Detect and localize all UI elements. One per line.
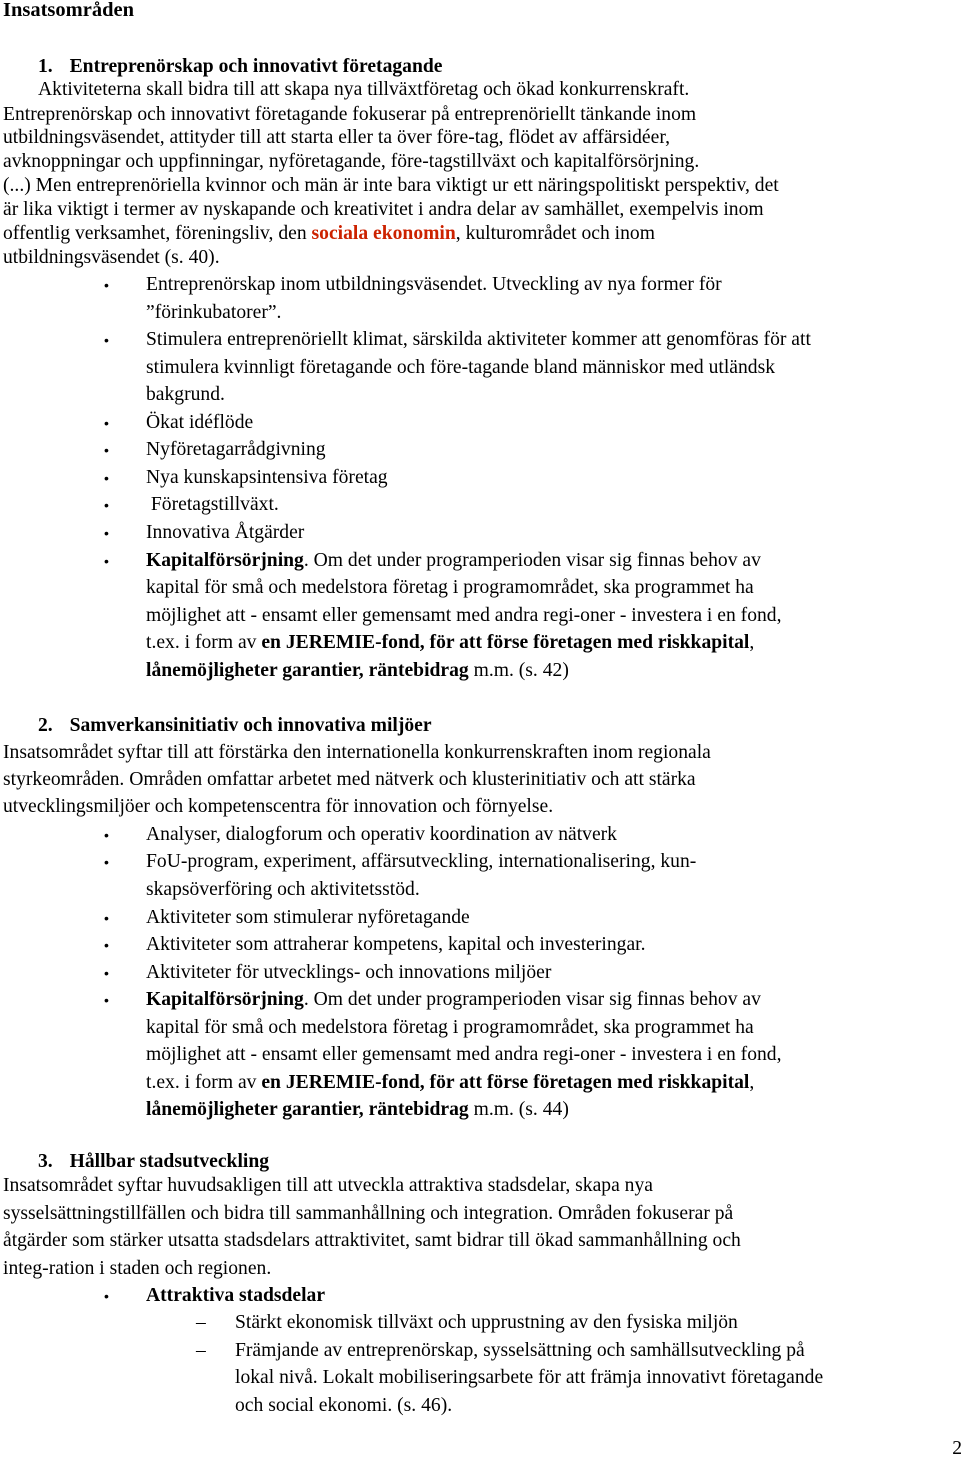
bullet-line: FoU-program, experiment, affärsutveckling, internationalisering, kun- xyxy=(146,851,697,872)
bullet-line: Företagstillväxt. xyxy=(146,494,279,515)
bold-term: Attraktiva stadsdelar xyxy=(146,1285,326,1306)
bullet-line xyxy=(146,1069,754,1097)
dash-line: och social ekonomi. (s. 46). xyxy=(235,1395,453,1416)
paragraph-line: utvecklingsmiljöer och kompetenscentra för innovation och förnyelse. xyxy=(3,796,554,817)
bullet-line: Innovativa Åtgärder xyxy=(146,522,305,543)
dash-line: lokal nivå. Lokalt mobiliseringsarbete för att främja innovativt företagande xyxy=(235,1367,824,1388)
page-title: Insatsområden xyxy=(3,0,134,21)
bullet-line: kapital för små och medelstora företag i programområdet, ska programmet ha xyxy=(146,577,754,598)
section-title: Samverkansinitiativ och innovativa miljöer xyxy=(69,715,432,736)
section-2-heading xyxy=(38,712,432,740)
paragraph-line: sysselsättningstillfällen och bidra till sammanhållning och integration. Områden fokuserar på xyxy=(3,1203,734,1224)
bullet-icon: • xyxy=(104,827,109,843)
paragraph-line: utbildningsväsendet (s. 40). xyxy=(3,247,220,268)
bullet-line: bakgrund. xyxy=(146,384,225,405)
bullet-line: ”förinkubatorer”. xyxy=(146,302,282,323)
bullet-line: Ökat idéflöde xyxy=(146,412,254,433)
bullet-icon: • xyxy=(104,415,109,431)
text-fragment: offentlig verksamhet, föreningsliv, den xyxy=(3,223,312,244)
text-fragment: m.m. (s. 42) xyxy=(468,660,569,681)
bullet-line xyxy=(146,1282,325,1310)
text-fragment: . Om det under programperioden visar sig finnas behov av xyxy=(303,550,761,571)
bold-term: lånemöjligheter garantier, räntebidrag xyxy=(146,1099,469,1120)
bullet-icon: • xyxy=(104,497,109,513)
bullet-icon: • xyxy=(104,525,109,541)
bullet-line: Entreprenörskap inom utbildningsväsendet. Utveckling av nya former för xyxy=(146,274,722,295)
section-title: Hållbar stadsutveckling xyxy=(69,1151,270,1172)
section-number: 3. xyxy=(38,1151,53,1172)
bold-term: Kapitalförsörjning xyxy=(146,550,304,571)
bullet-icon: • xyxy=(104,1288,109,1304)
bullet-icon: • xyxy=(104,992,109,1008)
bullet-line xyxy=(146,1096,569,1124)
text-fragment: , kulturområdet och inom xyxy=(455,223,655,244)
bold-term: en JEREMIE-fond, för att förse företagen med riskkapital xyxy=(261,632,750,653)
bullet-line: Aktiviteter som stimulerar nyföretagande xyxy=(146,907,470,928)
text-fragment: t.ex. i form av xyxy=(146,632,262,653)
paragraph-line: styrkeområden. Områden omfattar arbetet med nätverk och klusterinitiativ och att stärka xyxy=(3,769,696,790)
bullet-line: skapsöverföring och aktivitetsstöd. xyxy=(146,879,420,900)
paragraph-line: Entreprenörskap och innovativt företagande fokuserar på entreprenöriellt tänkande inom xyxy=(3,104,697,125)
bullet-line: Aktiviteter för utvecklings- och innovations miljöer xyxy=(146,962,552,983)
bold-term: lånemöjligheter garantier, räntebidrag xyxy=(146,660,469,681)
bullet-line xyxy=(146,657,569,685)
bullet-line xyxy=(146,986,761,1014)
bullet-line: kapital för små och medelstora företag i programområdet, ska programmet ha xyxy=(146,1017,754,1038)
bullet-line: möjlighet att - ensamt eller gemensamt med andra regi-oner - investera i en fond, xyxy=(146,1044,782,1065)
bullet-icon: • xyxy=(104,965,109,981)
section-title: Entreprenörskap och innovativt företagande xyxy=(69,56,443,77)
highlight-term: sociala ekonomin xyxy=(311,223,456,244)
dash-line: Stärkt ekonomisk tillväxt och upprustning av den fysiska miljön xyxy=(235,1312,738,1333)
bullet-line: Analyser, dialogforum och operativ koordination av nätverk xyxy=(146,824,617,845)
bullet-line: Nyföretagarrådgivning xyxy=(146,439,326,460)
paragraph-line: är lika viktigt i termer av nyskapande och kreativitet i andra delar av samhället, exempelvis inom xyxy=(3,199,764,220)
paragraph-line: åtgärder som stärker utsatta stadsdelars attraktivitet, samt bidrar till ökad sammanhållning och xyxy=(3,1230,741,1251)
text-fragment: t.ex. i form av xyxy=(146,1072,262,1093)
dash-icon: – xyxy=(196,1340,206,1361)
bullet-line: Aktiviteter som attraherar kompetens, kapital och investeringar. xyxy=(146,934,646,955)
bullet-icon: • xyxy=(104,553,109,569)
bullet-icon: • xyxy=(104,442,109,458)
bullet-icon: • xyxy=(104,854,109,870)
text-fragment: . Om det under programperioden visar sig finnas behov av xyxy=(303,989,761,1010)
paragraph-line: utbildningsväsendet, attityder till att starta eller ta över före-tag, flödet av affärsidéer, xyxy=(3,127,670,148)
bullet-line: stimulera kvinnligt företagande och före-tagande bland människor med utländsk xyxy=(146,357,775,378)
dash-icon: – xyxy=(196,1312,206,1333)
bullet-icon: • xyxy=(104,937,109,953)
bullet-icon: • xyxy=(104,910,109,926)
paragraph-line: Insatsområdet syftar till att förstärka den internationella konkurrenskraften inom regionala xyxy=(3,742,711,763)
bullet-line xyxy=(146,629,754,657)
bullet-line: Nya kunskapsintensiva företag xyxy=(146,467,388,488)
bold-term: en JEREMIE-fond, för att förse företagen med riskkapital xyxy=(261,1072,750,1093)
bold-term: Kapitalförsörjning xyxy=(146,989,304,1010)
bullet-icon: • xyxy=(104,470,109,486)
paragraph-line: Aktiviteterna skall bidra till att skapa nya tillväxtföretag och ökad konkurrenskraft. xyxy=(38,79,690,100)
text-fragment: , xyxy=(749,1072,755,1093)
text-fragment: , xyxy=(749,632,755,653)
section-number: 1. xyxy=(38,56,53,77)
paragraph-line: avknoppningar och uppfinningar, nyföretagande, före-tagstillväxt och kapitalförsörjning. xyxy=(3,151,700,172)
bullet-icon: • xyxy=(104,332,109,348)
paragraph-line: integ-ration i staden och regionen. xyxy=(3,1258,272,1279)
bullet-line: Stimulera entreprenöriellt klimat, särskilda aktiviteter kommer att genomföras för att xyxy=(146,329,811,350)
bullet-icon: • xyxy=(104,277,109,293)
bullet-line: möjlighet att - ensamt eller gemensamt med andra regi-oner - investera i en fond, xyxy=(146,605,782,626)
bullet-line xyxy=(146,547,761,575)
page-number: 2 xyxy=(952,1438,962,1459)
paragraph-line: (...) Men entreprenöriella kvinnor och män är inte bara viktigt ur ett näringspolitiskt perspektiv, det xyxy=(3,175,779,196)
text-fragment: m.m. (s. 44) xyxy=(468,1099,569,1120)
dash-line: Främjande av entreprenörskap, sysselsättning och samhällsutveckling på xyxy=(235,1340,805,1361)
section-number: 2. xyxy=(38,715,53,736)
paragraph-line: Insatsområdet syftar huvudsakligen till att utveckla attraktiva stadsdelar, skapa nya xyxy=(3,1175,653,1196)
